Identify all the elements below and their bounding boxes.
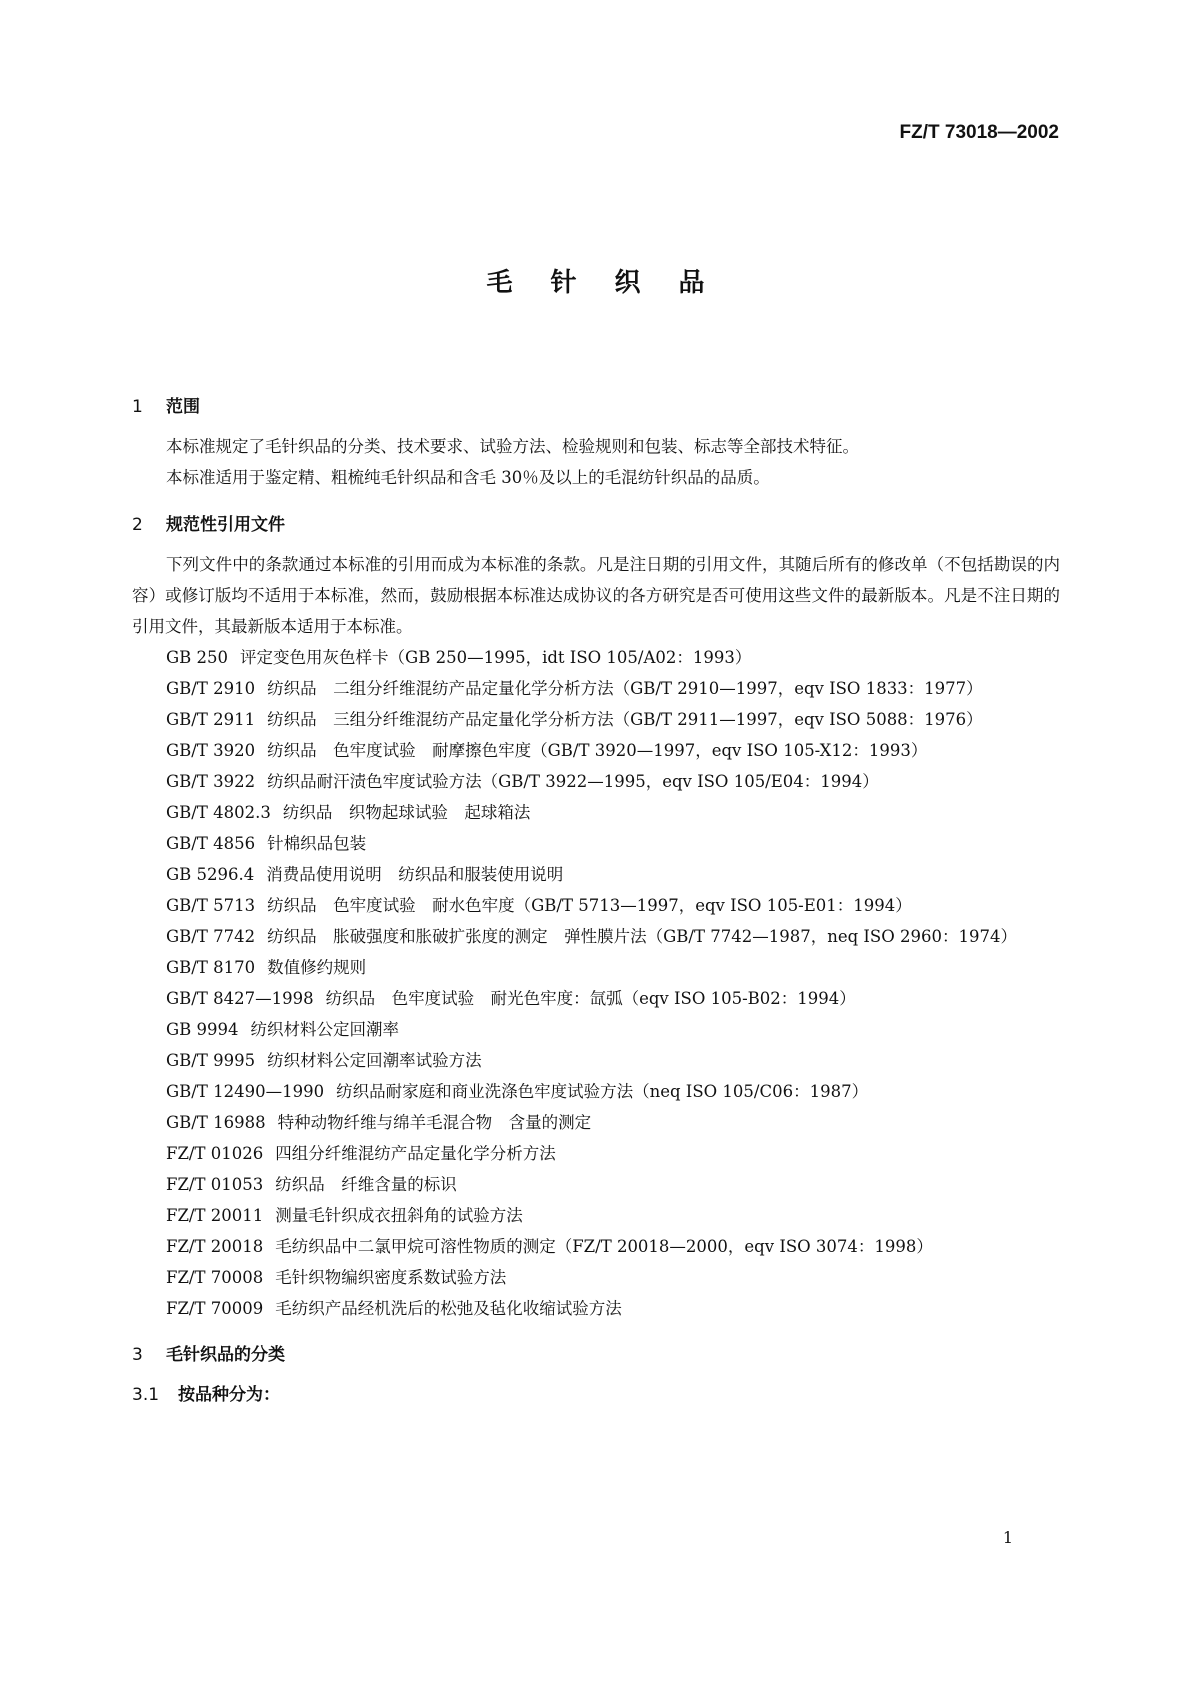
reference-title: 纺织品 色牢度试验 耐光色牢度：氙弧（eqv ISO 105-B02：1994） [325, 989, 856, 1008]
reference-code: FZ/T 01053 [166, 1175, 264, 1194]
page-number: 1 [1002, 1528, 1013, 1547]
reference-code: GB/T 12490—1990 [166, 1082, 325, 1101]
reference-title: 评定变色用灰色样卡（GB 250—1995，idt ISO 105/A02：1993） [240, 648, 752, 667]
reference-code: GB/T 16988 [166, 1113, 266, 1132]
reference-title: 消费品使用说明 纺织品和服装使用说明 [266, 865, 564, 884]
reference-item [132, 1076, 1060, 1107]
section-1-heading [132, 392, 1060, 422]
section-2-heading [132, 510, 1060, 540]
reference-item [132, 983, 1060, 1014]
reference-title: 纺织品耐家庭和商业洗涤色牢度试验方法（neq ISO 105/C06：1987） [336, 1082, 869, 1101]
reference-item [132, 642, 1060, 673]
reference-item [132, 921, 1060, 952]
reference-code: GB/T 2911 [166, 710, 256, 729]
reference-title: 纺织品 色牢度试验 耐水色牢度（GB/T 5713—1997，eqv ISO 105-E01：1994） [267, 896, 912, 915]
reference-title: 纺织材料公定回潮率 [250, 1020, 400, 1039]
reference-code: FZ/T 70009 [166, 1299, 264, 1318]
reference-item [132, 1169, 1060, 1200]
reference-title: 测量毛针织成衣扭斜角的试验方法 [275, 1206, 523, 1225]
section-3-title: 毛针织品的分类 [166, 1345, 285, 1365]
reference-item [132, 1293, 1060, 1324]
reference-code: GB/T 8427—1998 [166, 989, 314, 1008]
section-1-title: 范围 [166, 397, 200, 417]
reference-title: 纺织材料公定回潮率试验方法 [267, 1051, 482, 1070]
section-1-para-2: 本标准适用于鉴定精、粗梳纯毛针织品和含毛 30％及以上的毛混纺针织品的品质。 [166, 468, 770, 487]
reference-item [132, 1014, 1060, 1045]
section-2-title: 规范性引用文件 [166, 515, 285, 535]
document-body [132, 392, 1060, 1410]
reference-code: FZ/T 20018 [166, 1237, 264, 1256]
reference-item [132, 1045, 1060, 1076]
reference-code: GB 5296.4 [166, 865, 255, 884]
section-2-number: 2 [132, 515, 143, 535]
reference-title: 特种动物纤维与绵羊毛混合物 含量的测定 [277, 1113, 592, 1132]
section-3-heading [132, 1340, 1060, 1370]
reference-title: 纺织品 三组分纤维混纺产品定量化学分析方法（GB/T 2911—1997，eqv ISO 5088：1976） [267, 710, 983, 729]
reference-title: 纺织品 织物起球试验 起球箱法 [282, 803, 531, 822]
subsection-3-1-heading [132, 1380, 1060, 1410]
document-title: 毛针织品 [486, 268, 743, 298]
reference-code: GB/T 2910 [166, 679, 256, 698]
section-3-number: 3 [132, 1345, 143, 1365]
reference-item [132, 952, 1060, 983]
reference-title: 毛纺织品中二氯甲烷可溶性物质的测定（FZ/T 20018—2000，eqv ISO 3074：1998） [275, 1237, 933, 1256]
reference-title: 针棉织品包装 [267, 834, 367, 853]
subsection-3-1-number: 3.1 [132, 1385, 160, 1405]
reference-code: GB/T 7742 [166, 927, 256, 946]
reference-code: GB/T 9995 [166, 1051, 256, 1070]
reference-code: GB/T 3920 [166, 741, 256, 760]
reference-item [132, 673, 1060, 704]
reference-title: 毛针织物编织密度系数试验方法 [275, 1268, 507, 1287]
reference-item [132, 797, 1060, 828]
subsection-3-1-title: 按品种分为： [178, 1385, 280, 1405]
reference-code: GB 9994 [166, 1020, 239, 1039]
reference-title: 纺织品 胀破强度和胀破扩张度的测定 弹性膜片法（GB/T 7742—1987，neq ISO 2960：1974） [267, 927, 1017, 946]
section-1-para-1: 本标准规定了毛针织品的分类、技术要求、试验方法、检验规则和包装、标志等全部技术特征。 [166, 437, 859, 456]
reference-item [132, 1200, 1060, 1231]
section-1-number: 1 [132, 397, 143, 417]
standard-number: FZ/T 73018—2002 [899, 122, 1059, 143]
section-2-intro: 下列文件中的条款通过本标准的引用而成为本标准的条款。凡是注日期的引用文件，其随后所有的修改单（不包括勘误的内容）或修订版均不适用于本标准，然而，鼓励根据本标准达成协议的各方研究是否可使用这些文件的最新版本。凡是不注日期的引用文件，其最新版本适用于本标准。 [132, 555, 1060, 636]
reference-code: GB/T 5713 [166, 896, 256, 915]
reference-code: FZ/T 01026 [166, 1144, 264, 1163]
reference-code: GB/T 4856 [166, 834, 256, 853]
reference-item [132, 1262, 1060, 1293]
reference-item [132, 1138, 1060, 1169]
reference-item [132, 1231, 1060, 1262]
reference-title: 数值修约规则 [267, 958, 367, 977]
reference-title: 纺织品 色牢度试验 耐摩擦色牢度（GB/T 3920—1997，eqv ISO 105-X12：1993） [267, 741, 928, 760]
reference-title: 纺织品 二组分纤维混纺产品定量化学分析方法（GB/T 2910—1997，eqv ISO 1833：1977） [267, 679, 983, 698]
reference-item [132, 1107, 1060, 1138]
reference-title: 纺织品 纤维含量的标识 [275, 1175, 457, 1194]
reference-item [132, 704, 1060, 735]
reference-code: GB/T 8170 [166, 958, 256, 977]
normative-references-list [132, 642, 1060, 1324]
reference-item [132, 828, 1060, 859]
reference-item [132, 766, 1060, 797]
reference-item [132, 859, 1060, 890]
reference-code: GB 250 [166, 648, 229, 667]
reference-code: GB/T 3922 [166, 772, 256, 791]
reference-title: 纺织品耐汗渍色牢度试验方法（GB/T 3922—1995，eqv ISO 105/E04：1994） [267, 772, 879, 791]
reference-title: 四组分纤维混纺产品定量化学分析方法 [275, 1144, 556, 1163]
reference-code: FZ/T 70008 [166, 1268, 264, 1287]
reference-item [132, 890, 1060, 921]
reference-code: FZ/T 20011 [166, 1206, 264, 1225]
reference-code: GB/T 4802.3 [166, 803, 271, 822]
reference-title: 毛纺织产品经机洗后的松弛及毡化收缩试验方法 [275, 1299, 622, 1318]
reference-item [132, 735, 1060, 766]
